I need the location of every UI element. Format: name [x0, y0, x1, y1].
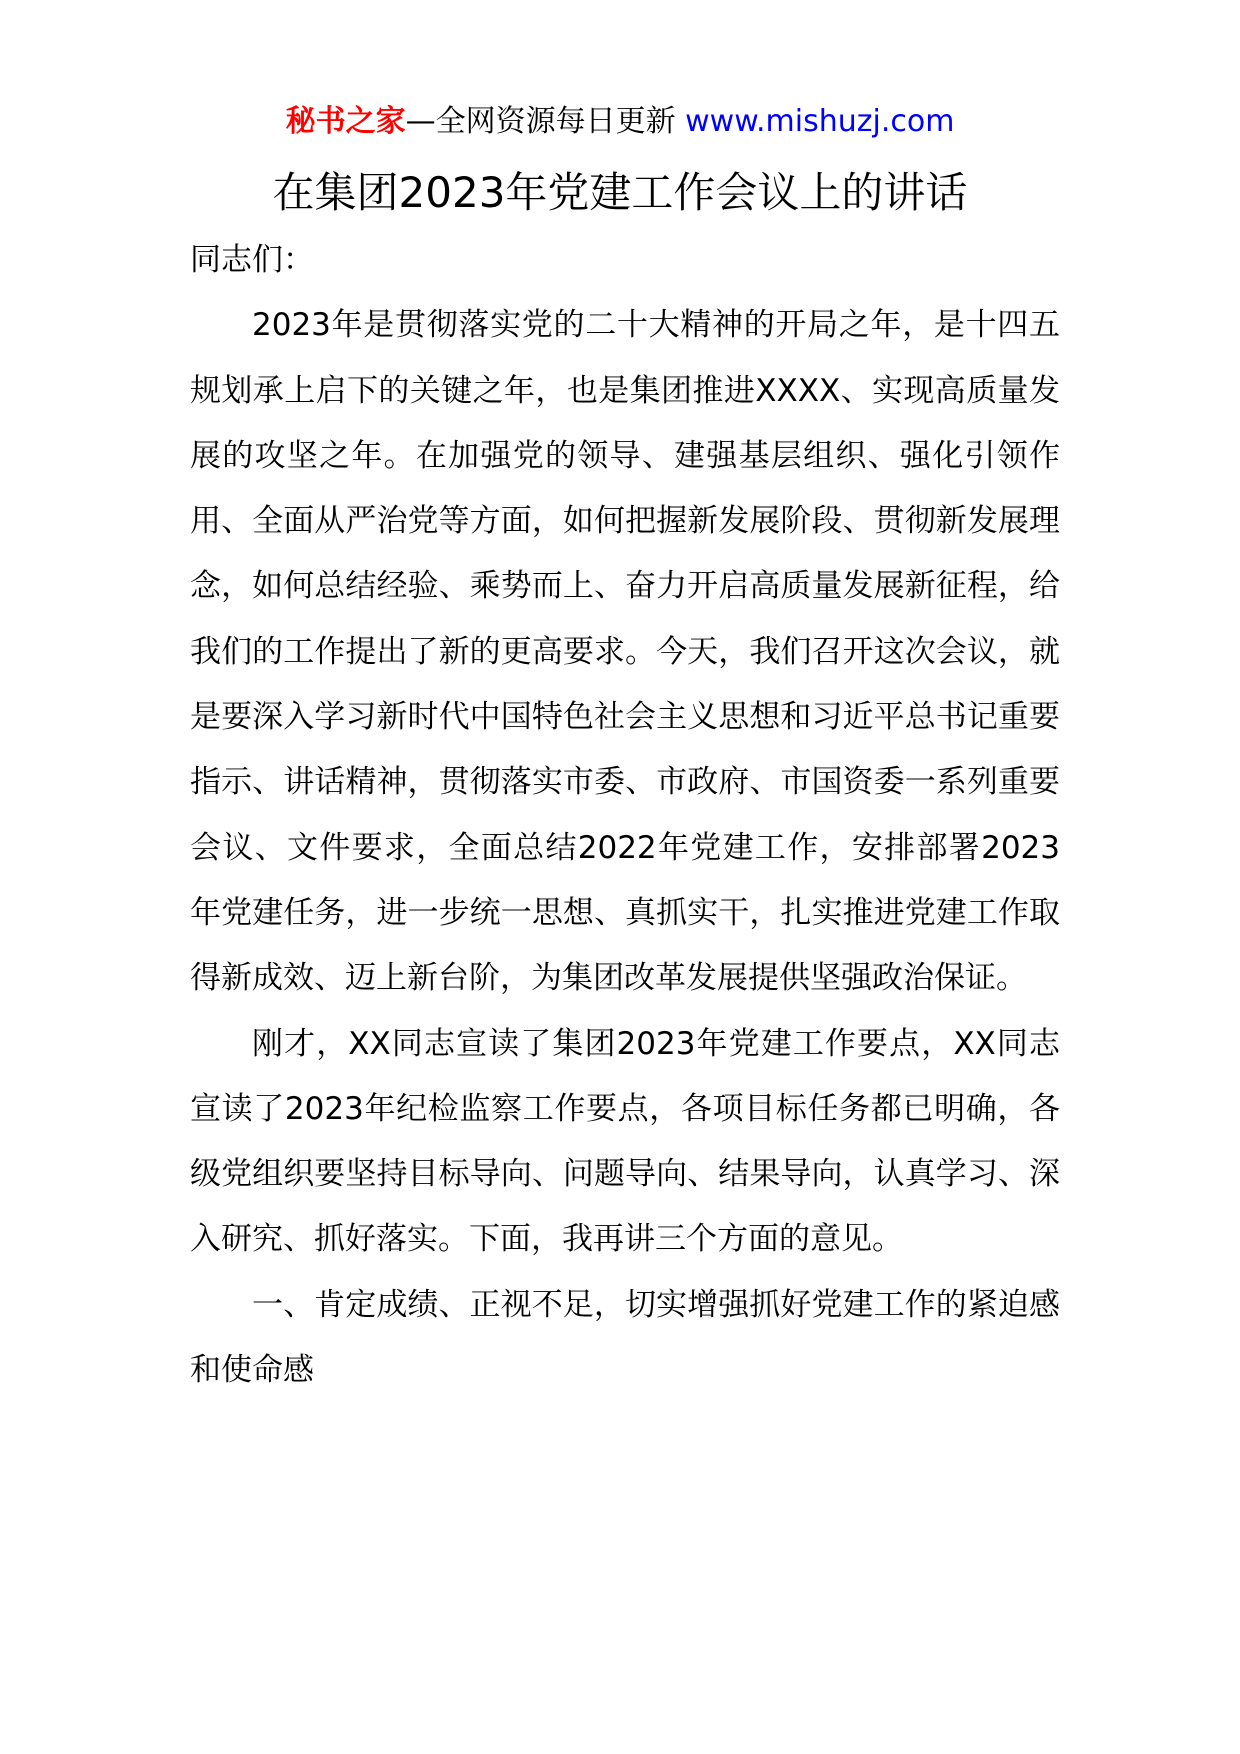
- brand-name: 秘书之家: [285, 104, 406, 139]
- body-paragraph: 刚才，XX同志宣读了集团2023年党建工作要点，XX同志宣读了2023年纪检监察工作要点，各项目标任务都已明确，各级党组织要坚持目标导向、问题导向、结果导向，认真学习、深入研究、抓好落实。下面，我再讲三个方面的意见。: [190, 1025, 1060, 1258]
- document-body: [190, 228, 1060, 1403]
- site-header: [0, 100, 1240, 144]
- page-title: 在集团2023年党建工作会议上的讲话: [272, 168, 968, 217]
- section-heading: 一、肯定成绩、正视不足，切实增强抓好党建工作的紧迫感和使命感: [190, 1286, 1060, 1389]
- salutation: 同志们：: [190, 242, 314, 278]
- body-paragraph: 2023年是贯彻落实党的二十大精神的开局之年，是十四五规划承上启下的关键之年，也是集团推进XXXX、实现高质量发展的攻坚之年。在加强党的领导、建强基层组织、强化引领作用、全面从严治党等方面，如何把握新发展阶段、贯彻新发展理念，如何总结经验、乘势而上、奋力开启高质量发展新征程，给我们的工作提出了新的更高要求。今天，我们召开这次会议，就是要深入学习新时代中国特色社会主义思想和习近平总书记重要指示、讲话精神，贯彻落实市委、市政府、市国资委一系列重要会议、文件要求，全面总结2022年党建工作，安排部署2023年党建任务，进一步统一思想、真抓实干，扎实推进党建工作取得新成效、迈上新台阶，为集团改革发展提供坚强政治保证。: [190, 307, 1060, 997]
- site-url[interactable]: www.mishuzj.com: [685, 104, 955, 139]
- header-tagline: —全网资源每日更新: [405, 104, 676, 139]
